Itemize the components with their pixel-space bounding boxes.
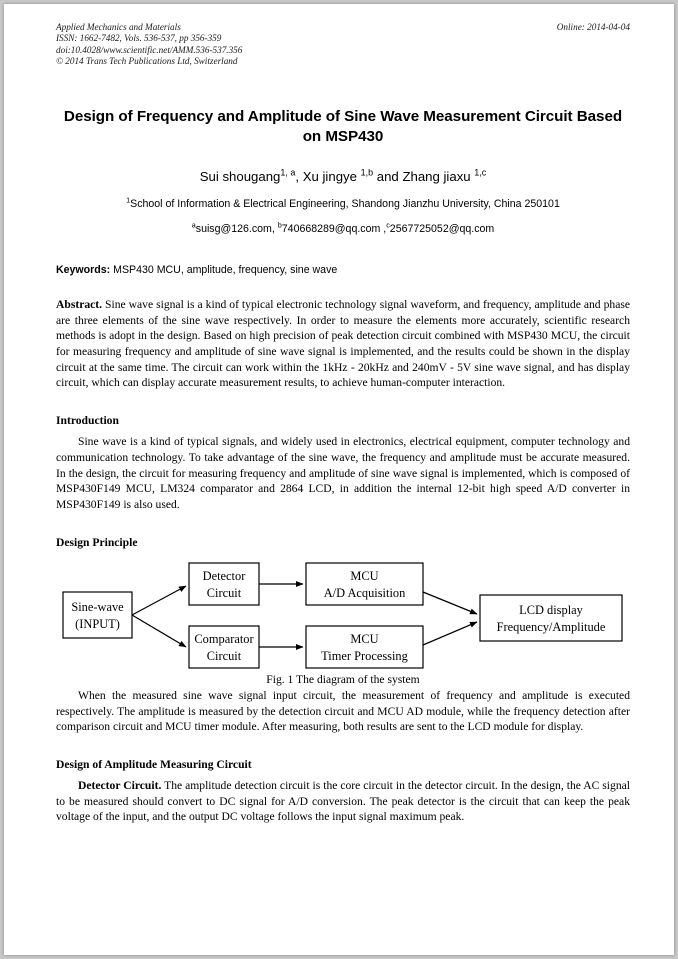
abstract-label: Abstract.: [56, 298, 103, 312]
email-a[interactable]: suisg@126.com,: [195, 223, 278, 236]
arrow-mcu-timer-to-lcd: [423, 622, 477, 645]
figure-1-caption: Fig. 1 The diagram of the system: [266, 672, 420, 686]
author-2-affiliation-marker: 1,b: [360, 167, 374, 178]
diagram-box-detector-line2: Circuit: [206, 585, 242, 600]
diagram-box-mcu-timer-line1: MCU: [350, 631, 379, 646]
online-date: Online: 2014-04-04: [556, 22, 630, 32]
email-b-marker: b: [277, 220, 282, 230]
document-page: [4, 4, 674, 955]
keywords-value: MSP430 MCU, amplitude, frequency, sine wave: [110, 264, 338, 277]
diagram-box-lcd-line2: Frequency/Amplitude: [496, 619, 606, 634]
detector-circuit-text: The amplitude detection circuit is the core circuit in the detector circuit. In the design, the AC signal to be measured should convert to DC signal for A/D conversion. The peak detector is the circuit that can keep the peak voltage of the input, and the output DC voltage follows the input signal maximum peak.: [56, 779, 630, 824]
paragraph-after-figure: When the measured sine wave signal input circuit, the measurement of frequency and amplitude is executed respectively. The amplitude is measured by the detection circuit and MCU AD module, while the frequency detection after comparison circuit and MCU timer module. After measuring, both results are sent to the LCD module for display.: [56, 688, 630, 734]
diagram-box-detector-line1: Detector: [202, 568, 246, 583]
diagram-box-input: [63, 592, 132, 638]
journal-name: Applied Mechanics and Materials: [56, 22, 181, 32]
abstract-block: [56, 297, 630, 391]
paragraph-detector-circuit: [56, 778, 630, 825]
author-3-affiliation-marker: 1,c: [474, 167, 487, 178]
author-separator-1: ,: [295, 169, 303, 185]
author-list: [56, 168, 630, 186]
heading-amplitude-measuring-circuit: Design of Amplitude Measuring Circuit: [56, 757, 252, 771]
heading-design-principle: Design Principle: [56, 536, 138, 550]
page-content: [56, 22, 630, 825]
abstract-text: Sine wave signal is a kind of typical electronic technology signal waveform, and frequency, amplitude and phase are three elements of the sine wave respectively. In order to measure the elements more accurately, scientific research methods is adopt in the design. Based on high precision of peak detection circuit combined with MSP430 MCU, the circuit for measuring frequency and amplitude of sine wave signal is implemented, and the results could be shown in the display circuit at the same time. The circuit can work within the 1kHz - 20kHz and 240mV - 5V sine wave signal, and has display circuit, which can display accurate measurement results, to achieve human-computer interaction.: [56, 298, 630, 390]
arrow-input-to-detector: [132, 586, 186, 615]
author-1-name: Sui shougang: [199, 169, 281, 185]
diagram-box-input-line1: Sine-wave: [71, 599, 124, 614]
journal-header: [56, 22, 630, 67]
email-a-marker: a: [191, 220, 196, 230]
author-1-affiliation-marker: 1, a: [280, 167, 296, 178]
figure-1-system-diagram: [56, 559, 630, 687]
arrow-input-to-comparator: [132, 615, 186, 647]
diagram-box-mcu-timer-line2: Timer Processing: [321, 648, 408, 663]
keywords-label: Keywords:: [56, 264, 111, 277]
journal-issn-line: ISSN: 1662-7482, Vols. 536-537, pp 356-359: [56, 33, 222, 44]
email-c-marker: c: [386, 220, 390, 230]
affiliation-marker: 1: [126, 195, 131, 205]
diagram-box-comparator-line2: Circuit: [206, 648, 242, 663]
journal-doi-line: doi:10.4028/www.scientific.net/AMM.536-537.356: [56, 44, 243, 55]
journal-copyright-line: © 2014 Trans Tech Publications Ltd, Switzerland: [56, 55, 238, 66]
affiliation: [56, 197, 630, 212]
affiliation-text: School of Information & Electrical Engineering, Shandong Jianzhu University, China 250101: [130, 198, 560, 211]
arrow-mcu-ad-to-lcd: [423, 592, 477, 614]
author-separator-2: and: [373, 169, 403, 185]
system-block-diagram-svg: [56, 559, 630, 671]
diagram-box-mcu-ad-line1: MCU: [350, 568, 379, 583]
heading-introduction: Introduction: [56, 413, 119, 427]
diagram-box-mcu-ad-line2: A/D Acquisition: [323, 585, 406, 600]
diagram-box-input-line2: (INPUT): [75, 616, 120, 631]
diagram-box-comparator-line1: Comparator: [194, 631, 254, 646]
paper-title: Design of Frequency and Amplitude of Sine Wave Measurement Circuit Based on MSP430: [63, 108, 623, 146]
diagram-box-lcd-line1: LCD display: [519, 602, 583, 617]
email-b[interactable]: 740668289@qq.com ,: [281, 223, 387, 236]
author-emails: [56, 222, 630, 237]
keywords-line: [56, 263, 630, 278]
author-2-name: Xu jingye: [302, 169, 361, 185]
diagram-box-lcd: [480, 595, 622, 641]
author-3-name: Zhang jiaxu: [402, 169, 475, 185]
detector-circuit-label: Detector Circuit.: [78, 779, 162, 793]
paragraph-introduction: Sine wave is a kind of typical signals, and widely used in electronics, electrical equipment, computer technology and communication technology. To take advantage of the sine wave, the frequency and amplitude must be accurate measured. In the design, the circuit for measuring frequency and amplitude of sine wave signal is implemented, which is composed of MSP430F149 MCU, LM324 comparator and 2864 LCD, in addition the internal 12-bit high speed A/D converter in MSP430F149 is also used.: [56, 435, 630, 511]
email-c[interactable]: 2567725052@qq.com: [389, 223, 495, 236]
